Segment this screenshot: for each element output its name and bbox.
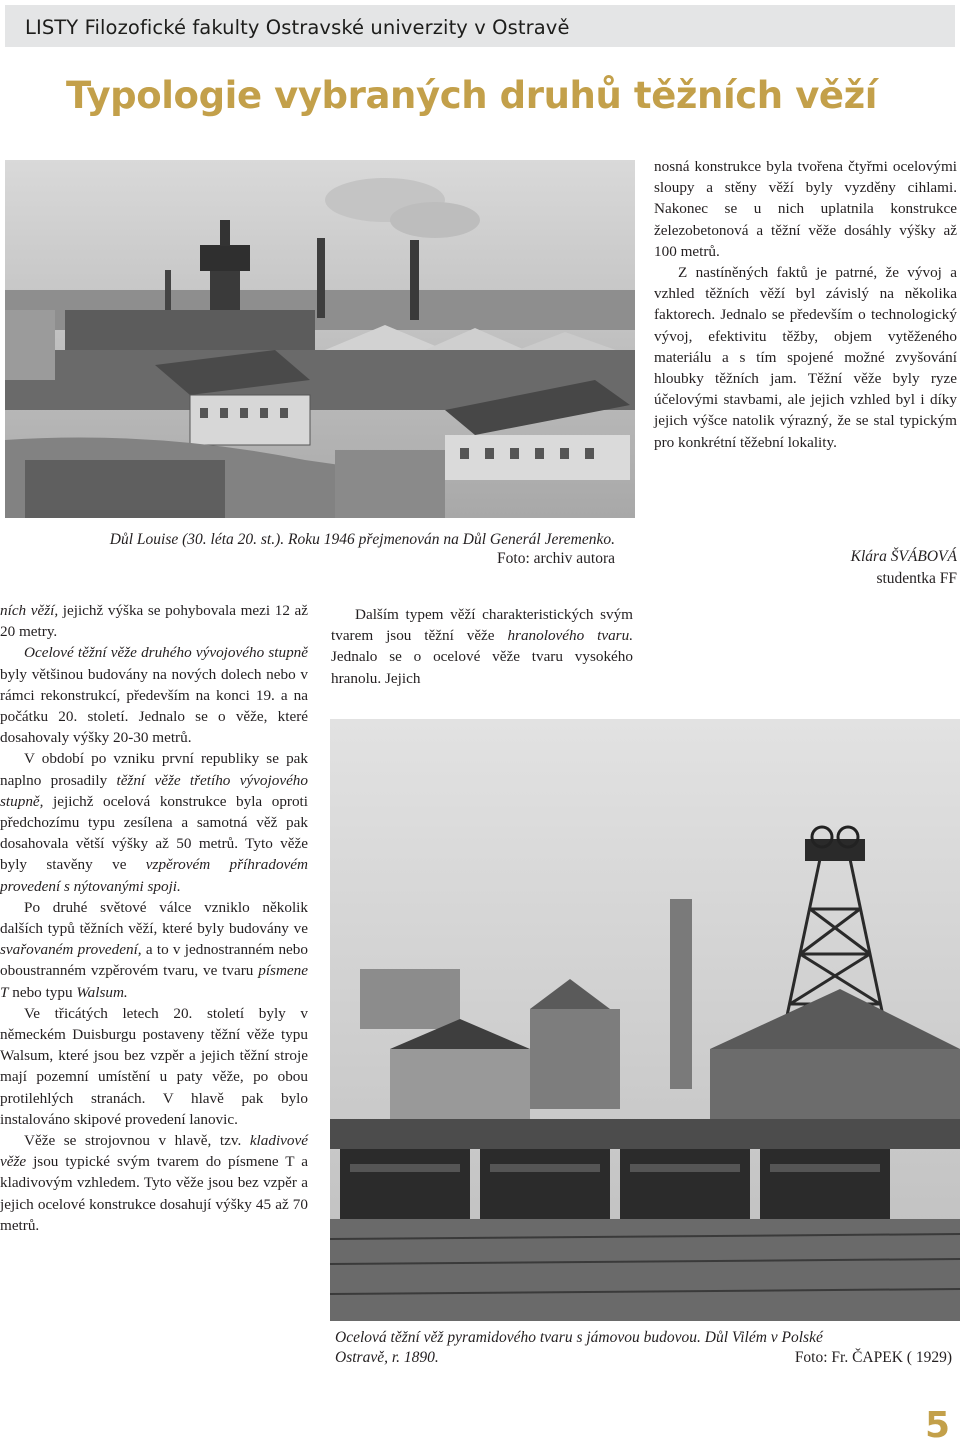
text-run: byly většinou budovány na nových dolech nebo v rámci rekonstrukcí, především na konci 19. a na počátku 20. století. Jednalo se o věže, které dosahovaly výšky 20-30 metrů.: [0, 665, 308, 747]
paragraph: [0, 1130, 308, 1236]
text-run: jsou typické svým tvarem do písmene T a kladivovým vzhledem. Tyto věže jsou bez vzpěr a jejich ocelové konstrukce dosahují výšky 45 až 70 metrů.: [0, 1153, 308, 1234]
paragraph: [0, 748, 308, 896]
right-column-text: [654, 156, 957, 453]
italic-term: hranolového tvaru.: [507, 627, 633, 645]
text-run: jejichž ocelová konstrukce byla oproti předchozímu typu zesílena a samotná věž pak dosahovala větší výšky až 50 metrů. Tyto věže byly stavěny ve: [0, 792, 308, 874]
photo2-caption-line: [335, 1348, 952, 1368]
photo2-credit: Foto: Fr. ČAPEK ( 1929): [794, 1349, 952, 1366]
photo-dul-vilem: [330, 719, 960, 1321]
photo2-caption: [335, 1328, 952, 1368]
italic-term: svařovaném provedení,: [0, 941, 142, 959]
author-role: studentka FF: [876, 570, 957, 587]
text-run: V období po vzniku první republiky se pak naplno prosadily: [0, 750, 308, 789]
italic-term: ních věží,: [0, 602, 59, 619]
left-column-text: [0, 600, 308, 1236]
italic-term: Walsum.: [76, 983, 128, 1001]
paragraph: [0, 642, 308, 748]
journal-name: LISTY Filozofické fakulty Ostravské univerzity v Ostravě: [25, 16, 570, 39]
photo1-credit: Foto: archiv autora: [497, 550, 615, 567]
text-run: Jednalo se o ocelové věže tvaru vysokého hranolu. Jejich: [331, 648, 633, 687]
italic-term: Ocelové těžní věže druhého vývojového stupně: [24, 644, 308, 662]
page-title: Typologie vybraných druhů těžních věží: [66, 74, 878, 117]
paragraph: nosná konstrukce byla tvořena čtyřmi ocelovými sloupy a stěny věží byly vyzděny cihlami. Nakonec se u nich uplatnila konstrukce železobetonová a těžní věže dosáhly výšky až 100 metrů.: [654, 158, 957, 260]
text-run: Po druhé světové válce vzniklo několik dalších typů těžních věží, které byly budovány ve: [0, 898, 308, 938]
text-run: Dalším typem věží charakteristických svým tvarem jsou těžní věže: [331, 606, 633, 645]
paragraph: Ve třicátých letech 20. století byly v německém Duisburgu postaveny těžní věže typu Walsum, které jsou bez vzpěr a jejich těžní stroje mají pozemní umístění u paty věže, po obou protilehlých stranách. V hlavě pak bylo instalováno skipové provedení lanovic.: [0, 1004, 308, 1128]
text-run: jejichž výška se pohybovala mezi 12 až 20 metry.: [0, 602, 308, 641]
text-run: nebo typu: [8, 983, 77, 1001]
middle-column-text: [331, 604, 633, 689]
header-band: [5, 5, 955, 47]
paragraph: Z nastíněných faktů je patrné, že vývoj a vzhled těžních věží byl závislý na několika faktorech. Jednalo se především o technologický vývoj, efektivitu těžby, objem vytěženého materiálu a s tím spojené možné zvyšování hloubky těžních jam. Těžní věže byly ryze účelovými stavbami, ale jejich vzhled byl i díky jejich výšce natolik výrazný, že se stal typickým pro konkrétní těžební lokality.: [654, 264, 957, 451]
photo1-caption: [0, 530, 615, 568]
italic-term: kladivové věže: [0, 1132, 308, 1171]
photo2-caption-text: Ocelová těžní věž pyramidového tvaru s jámovou budovou. Důl Vilém v Polské: [335, 1329, 823, 1346]
paragraph: [0, 600, 308, 642]
paragraph: [0, 897, 308, 1003]
author-name: Klára ŠVÁBOVÁ: [850, 548, 957, 565]
italic-term: vzpěrovém příhradovém provedení s nýtovanými spoji.: [0, 856, 308, 895]
photo1-caption-text: Důl Louise (30. léta 20. st.). Roku 1946 přejmenován na Důl Generál Jeremenko.: [109, 531, 615, 548]
photo2-caption-place: Ostravě, r. 1890.: [335, 1349, 439, 1366]
text-run: a to v jednostranném nebo oboustranném vzpěrovém tvaru, ve tvaru: [0, 941, 308, 980]
paragraph: [331, 604, 633, 689]
photo-dul-louise: [5, 160, 635, 518]
page-number: 5: [924, 1405, 950, 1446]
text-run: Věže se strojovnou v hlavě, tzv.: [24, 1132, 250, 1150]
italic-term: těžní věže třetího vývojového stupně,: [0, 771, 308, 810]
italic-term: písmene T: [0, 962, 308, 1001]
author-signature: [700, 546, 957, 590]
